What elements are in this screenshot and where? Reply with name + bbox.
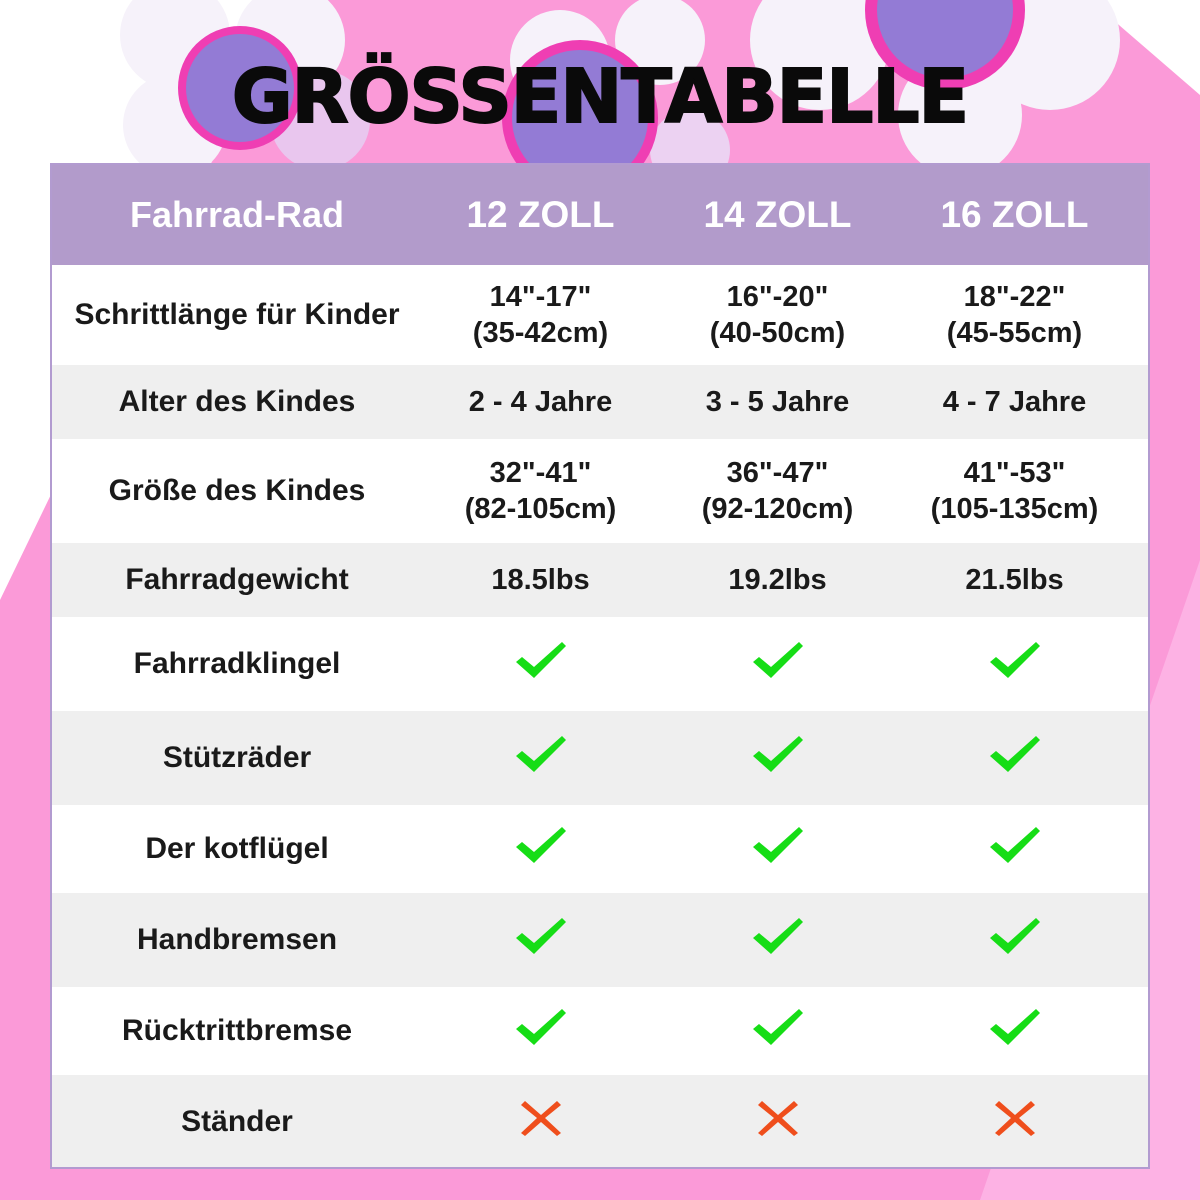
header-cell-16: 16 ZOLL — [940, 194, 1089, 235]
value-line: 36"-47" — [726, 457, 829, 489]
table-row — [52, 265, 1148, 365]
value-line: (105-135cm) — [930, 493, 1099, 525]
value-cell — [422, 825, 659, 874]
value-cell — [422, 1098, 659, 1147]
value-cell — [422, 734, 659, 783]
table-row — [52, 987, 1148, 1075]
value-line: 19.2lbs — [728, 564, 827, 596]
value-cell — [422, 562, 659, 598]
value-line: 3 - 5 Jahre — [705, 386, 850, 418]
table-row — [52, 617, 1148, 711]
value-line: (40-50cm) — [709, 317, 846, 349]
value-cell — [896, 1098, 1133, 1147]
value-cell — [422, 384, 659, 420]
value-cell — [896, 640, 1133, 689]
checkmark-icon — [988, 916, 1042, 956]
value-cell — [422, 640, 659, 689]
row-label: Alter des Kindes — [118, 385, 356, 418]
value-line: (92-120cm) — [701, 493, 854, 525]
value-cell — [896, 562, 1133, 598]
header-cell-14: 14 ZOLL — [703, 194, 852, 235]
value-line: 18"-22" — [963, 281, 1066, 313]
table-row — [52, 805, 1148, 893]
page-title: GRÖSSENTABELLE — [231, 54, 969, 140]
table-row — [52, 893, 1148, 987]
checkmark-icon — [988, 1007, 1042, 1047]
row-label: Fahrradklingel — [133, 647, 341, 680]
row-label: Fahrradgewicht — [125, 563, 349, 596]
value-cell — [659, 825, 896, 874]
value-cell — [659, 455, 896, 527]
value-line: 16"-20" — [726, 281, 829, 313]
header-cell-label: Fahrrad-Rad — [129, 194, 345, 235]
value-cell — [896, 1007, 1133, 1056]
checkmark-icon — [988, 640, 1042, 680]
value-line: 14"-17" — [489, 281, 592, 313]
value-cell — [659, 640, 896, 689]
value-cell — [896, 825, 1133, 874]
table-row — [52, 711, 1148, 805]
table-row — [52, 365, 1148, 439]
row-label: Handbremsen — [136, 923, 338, 956]
value-cell — [422, 916, 659, 965]
cross-icon — [751, 1098, 805, 1138]
table-row — [52, 1075, 1148, 1169]
cross-icon — [988, 1098, 1042, 1138]
table-row — [52, 543, 1148, 617]
table-header-row — [52, 165, 1148, 265]
value-cell — [659, 734, 896, 783]
value-cell — [659, 279, 896, 351]
value-cell — [659, 384, 896, 420]
checkmark-icon — [751, 825, 805, 865]
checkmark-icon — [988, 734, 1042, 774]
value-line: 41"-53" — [963, 457, 1066, 489]
row-label: Ständer — [181, 1105, 293, 1138]
checkmark-icon — [751, 734, 805, 774]
value-cell — [659, 562, 896, 598]
value-cell — [896, 455, 1133, 527]
checkmark-icon — [514, 1007, 568, 1047]
row-label: Größe des Kindes — [108, 474, 366, 507]
value-cell — [896, 384, 1133, 420]
value-line: 4 - 7 Jahre — [942, 386, 1087, 418]
value-cell — [896, 279, 1133, 351]
value-cell — [896, 916, 1133, 965]
value-cell — [659, 916, 896, 965]
checkmark-icon — [751, 640, 805, 680]
value-cell — [422, 279, 659, 351]
cross-icon — [514, 1098, 568, 1138]
checkmark-icon — [514, 640, 568, 680]
table-body — [52, 265, 1148, 1169]
value-cell — [896, 734, 1133, 783]
table-row — [52, 439, 1148, 543]
value-cell — [659, 1098, 896, 1147]
size-table — [50, 163, 1150, 1169]
value-cell — [422, 455, 659, 527]
row-label: Stützräder — [162, 741, 312, 774]
value-line: (82-105cm) — [464, 493, 617, 525]
value-line: 21.5lbs — [965, 564, 1064, 596]
row-label: Rücktrittbremse — [121, 1014, 353, 1047]
value-line: 2 - 4 Jahre — [468, 386, 613, 418]
checkmark-icon — [751, 1007, 805, 1047]
value-line: 32"-41" — [489, 457, 592, 489]
value-cell — [422, 1007, 659, 1056]
checkmark-icon — [514, 734, 568, 774]
row-label: Der kotflügel — [145, 832, 329, 865]
checkmark-icon — [514, 825, 568, 865]
header-cell-12: 12 ZOLL — [466, 194, 615, 235]
checkmark-icon — [751, 916, 805, 956]
value-line: (35-42cm) — [472, 317, 609, 349]
checkmark-icon — [514, 916, 568, 956]
value-line: 18.5lbs — [491, 564, 590, 596]
value-line: (45-55cm) — [946, 317, 1083, 349]
checkmark-icon — [988, 825, 1042, 865]
row-label: Schrittlänge für Kinder — [74, 298, 400, 331]
value-cell — [659, 1007, 896, 1056]
